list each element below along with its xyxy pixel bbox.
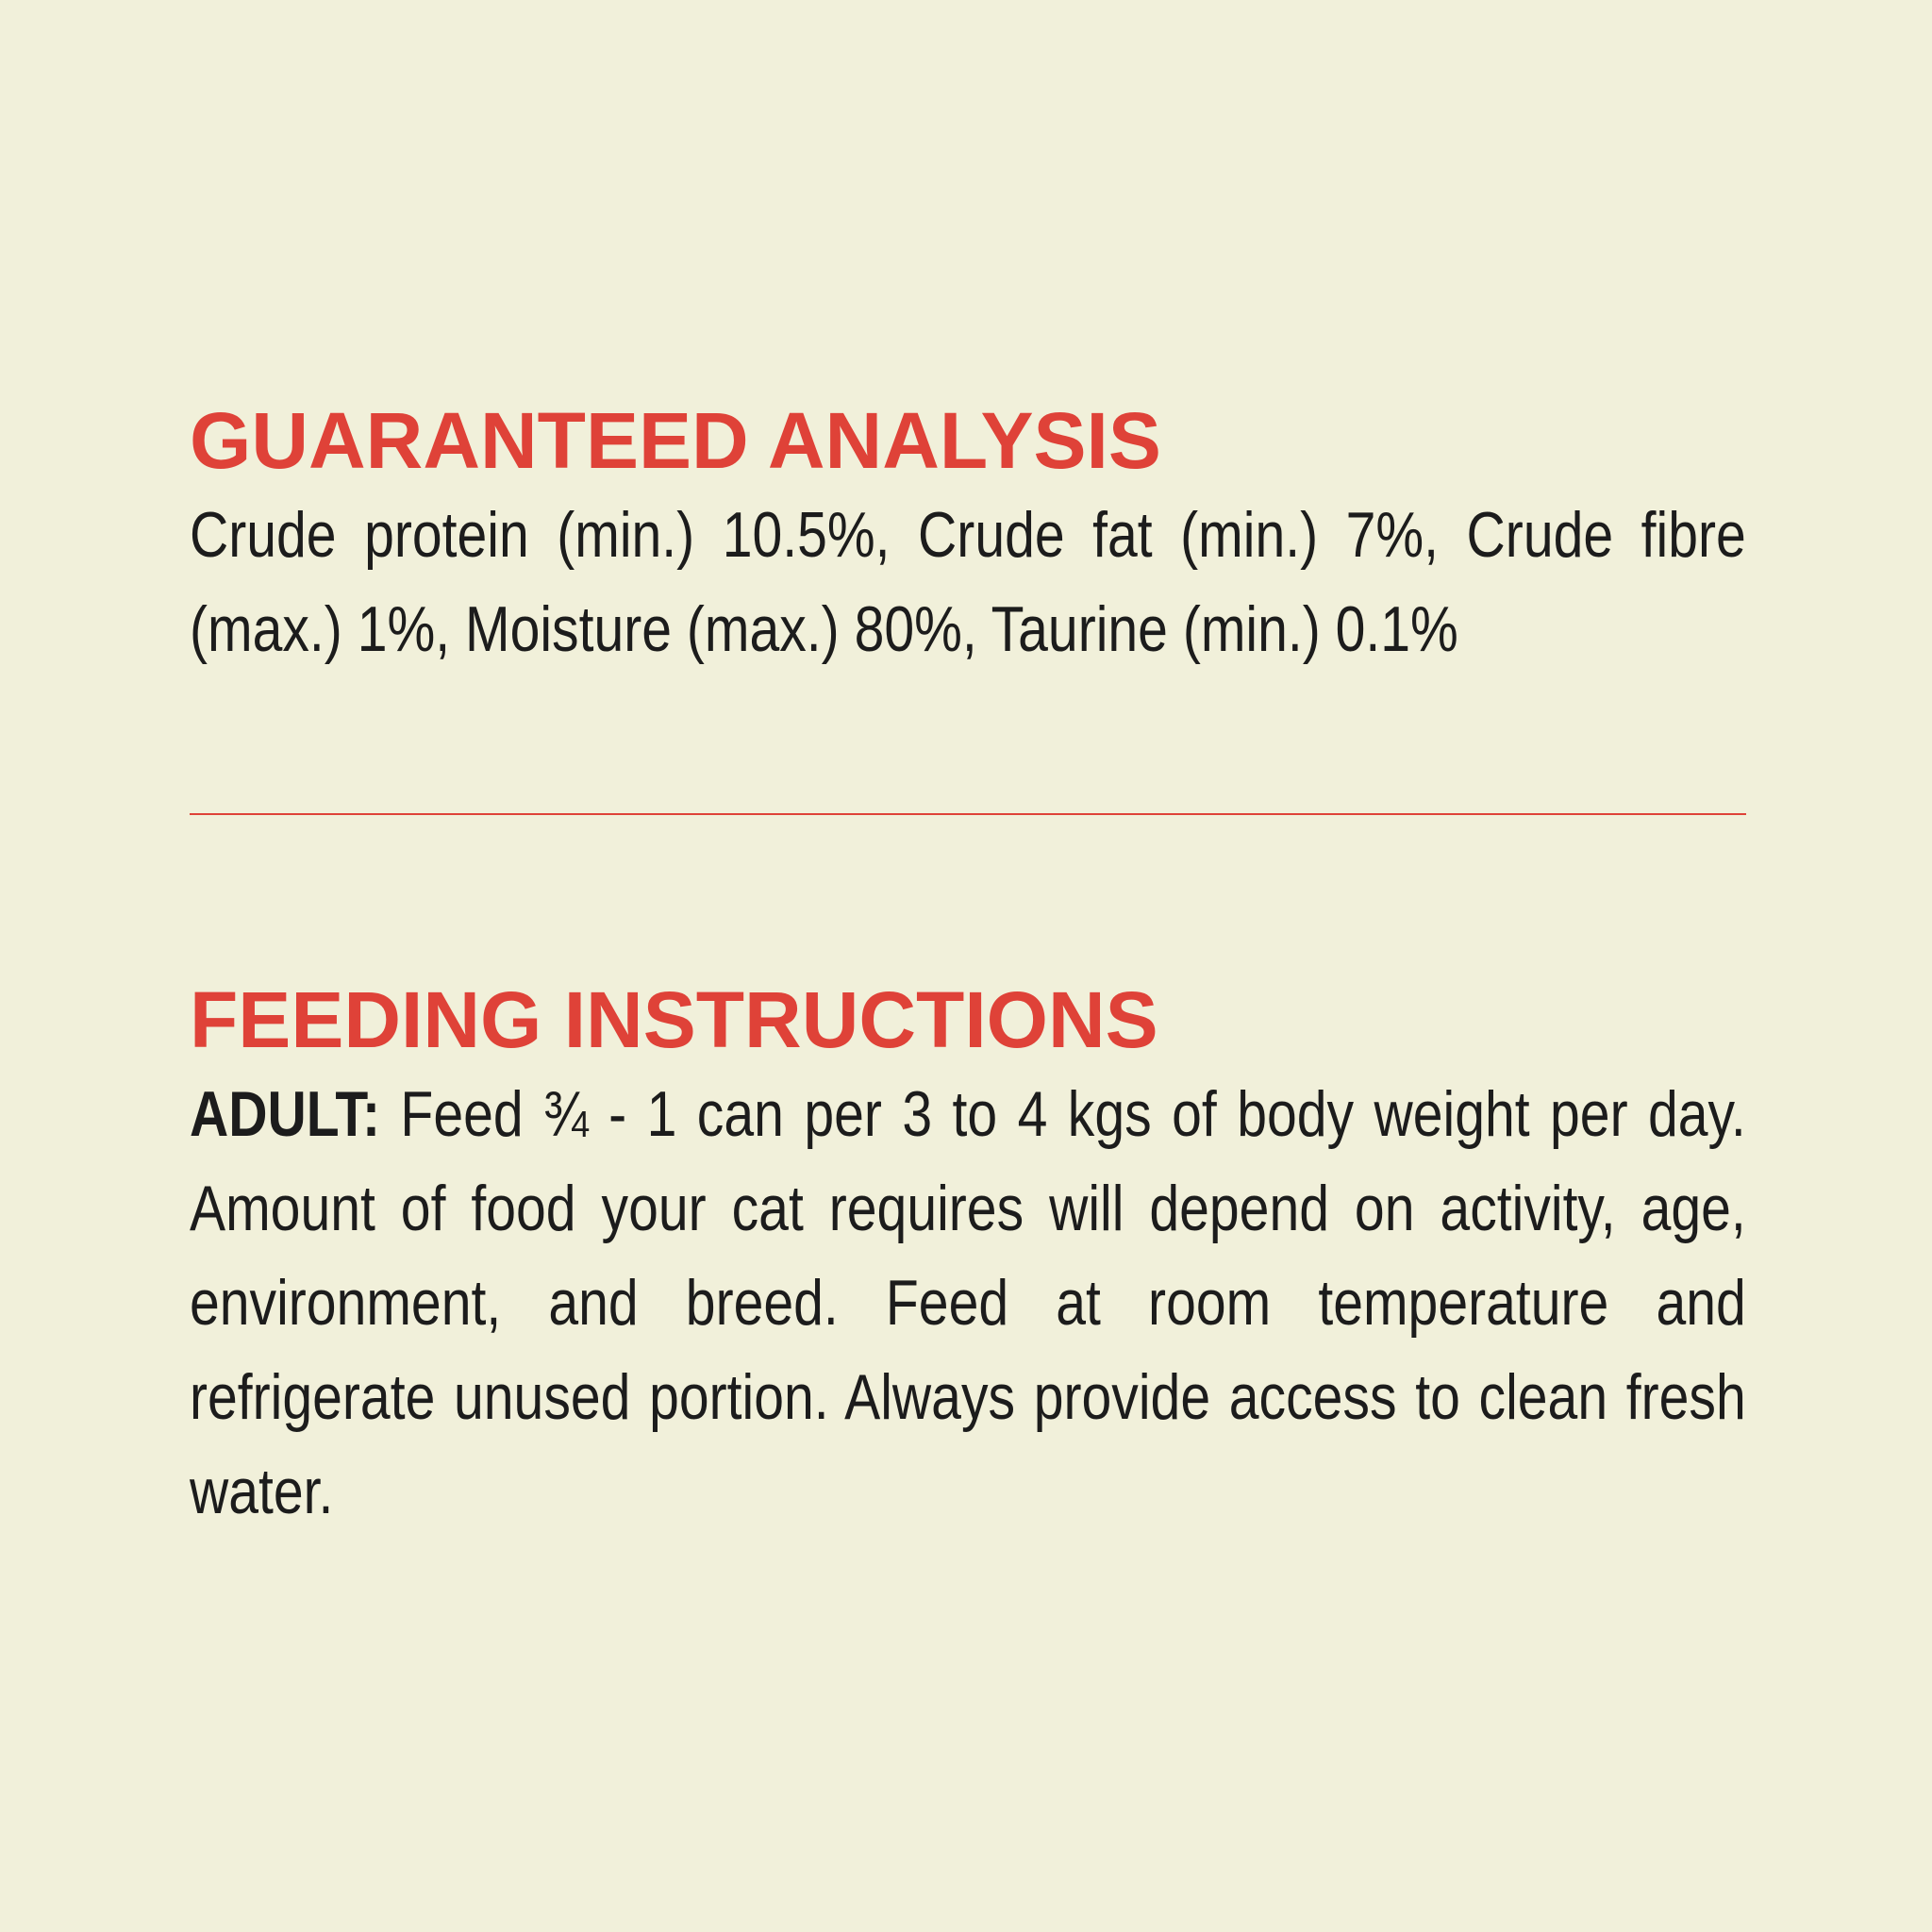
- guaranteed-analysis-text: Crude protein (min.) 10.5%, Crude fat (min.) 7%, Crude fibre (max.) 1%, Moisture (max.) 80%, Taurine (min.) 0.1%: [190, 499, 1746, 665]
- guaranteed-analysis-heading: GUARANTEED ANALYSIS: [190, 396, 1161, 485]
- feeding-instructions-body: Feed ¾ - 1 can per 3 to 4 kgs of body weight per day. Amount of food your cat requires will depend on activity, age, environment, and breed. Feed at room temperature and refrigerate unused portion. Always provide access to clean fresh water.: [190, 1078, 1746, 1527]
- feeding-instructions-text: [190, 1067, 1746, 1539]
- adult-label: ADULT:: [190, 1078, 380, 1150]
- label-content: [190, 396, 1746, 1539]
- feeding-instructions-heading: FEEDING INSTRUCTIONS: [190, 975, 1158, 1064]
- section-divider: [190, 813, 1746, 815]
